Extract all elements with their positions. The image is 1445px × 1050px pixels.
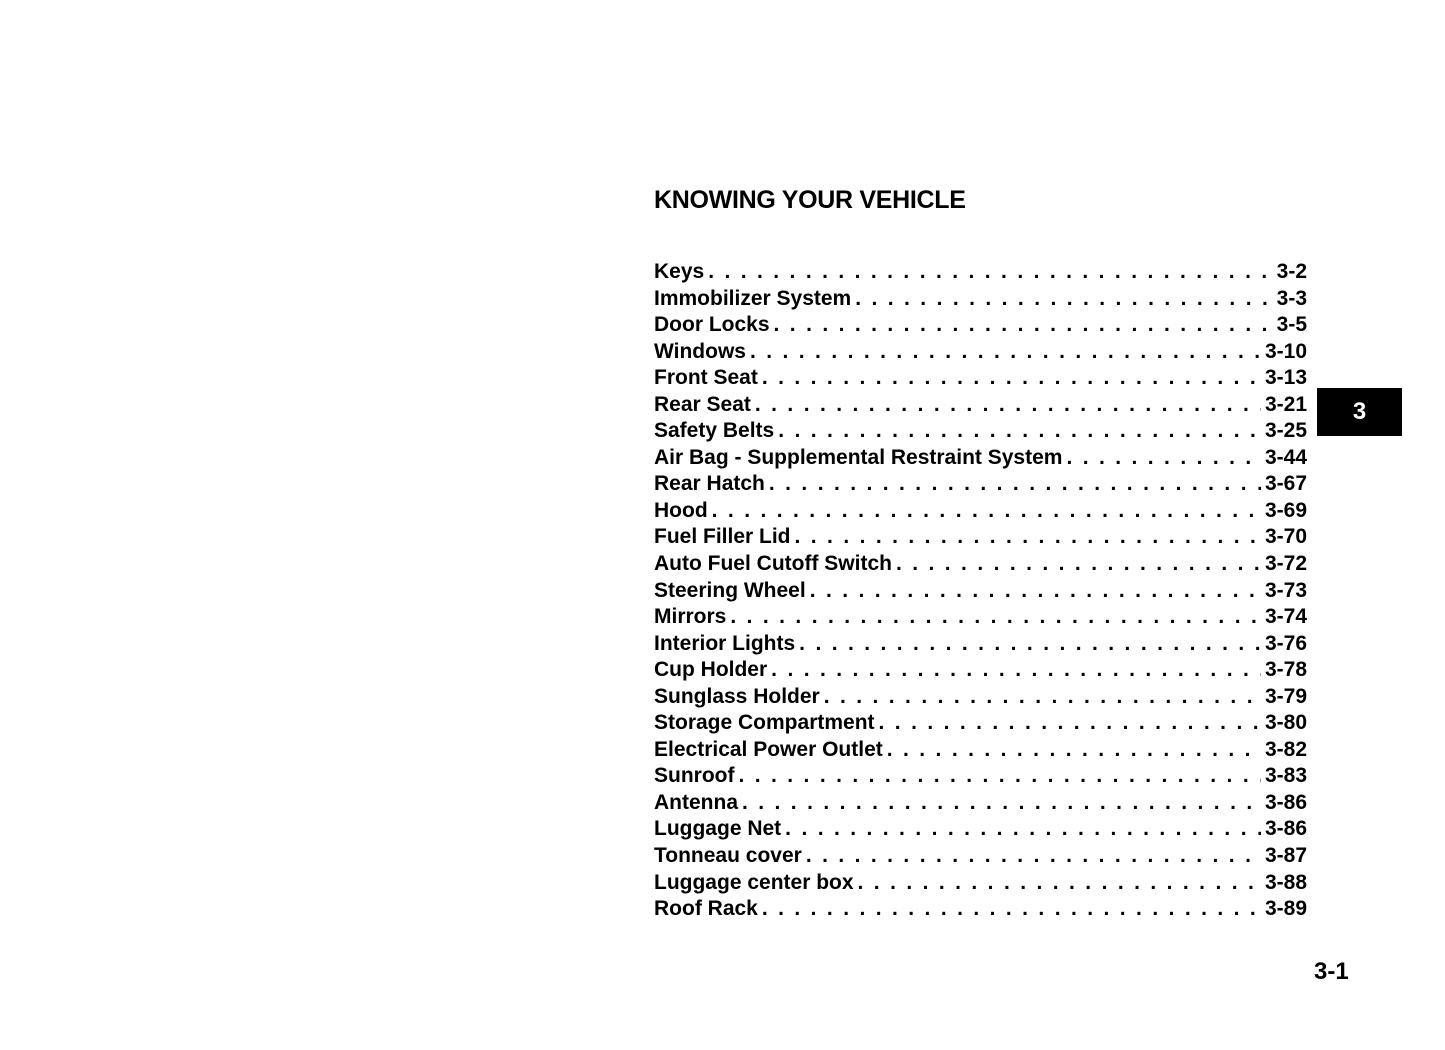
toc-entry-page: 3-87 bbox=[1264, 844, 1307, 868]
toc-dot-leader bbox=[712, 498, 1261, 525]
toc-dot-leader bbox=[879, 710, 1261, 737]
chapter-tab[interactable] bbox=[1317, 388, 1402, 436]
toc-dot-leader bbox=[755, 392, 1261, 419]
toc-entry-page: 3-70 bbox=[1264, 525, 1307, 549]
toc-entry-rear-seat[interactable] bbox=[654, 392, 1307, 419]
toc-entry-page: 3-25 bbox=[1264, 419, 1307, 443]
toc-dot-leader bbox=[730, 604, 1261, 631]
toc-entry-fuel-filler-lid[interactable] bbox=[654, 524, 1307, 551]
toc-entry-label: Door Locks bbox=[654, 313, 770, 337]
toc-dot-leader bbox=[799, 631, 1261, 658]
toc-entry-label: Rear Hatch bbox=[654, 472, 765, 496]
toc-dot-leader bbox=[708, 259, 1272, 286]
toc-entry-page: 3-76 bbox=[1264, 631, 1307, 655]
toc-dot-leader bbox=[738, 763, 1260, 790]
toc-entry-keys[interactable] bbox=[654, 259, 1307, 286]
toc-entry-label: Rear Seat bbox=[654, 392, 751, 416]
toc-entry-hood[interactable] bbox=[654, 498, 1307, 525]
toc-entry-front-seat[interactable] bbox=[654, 365, 1307, 392]
toc-dot-leader bbox=[1066, 445, 1261, 472]
toc-entry-page: 3-78 bbox=[1264, 658, 1307, 682]
toc-dot-leader bbox=[769, 471, 1261, 498]
toc-entry-label: Steering Wheel bbox=[654, 578, 806, 602]
toc-entry-sunglass-holder[interactable] bbox=[654, 684, 1307, 711]
toc-entry-page: 3-69 bbox=[1264, 498, 1307, 522]
table-of-contents bbox=[654, 259, 1307, 923]
toc-entry-windows[interactable] bbox=[654, 339, 1307, 366]
toc-entry-label: Immobilizer System bbox=[654, 286, 852, 310]
toc-dot-leader bbox=[778, 418, 1261, 445]
toc-entry-page: 3-2 bbox=[1276, 260, 1307, 283]
toc-entry-page: 3-10 bbox=[1264, 339, 1307, 363]
toc-entry-auto-fuel-cutoff-switch[interactable] bbox=[654, 551, 1307, 578]
toc-entry-page: 3-86 bbox=[1264, 817, 1307, 841]
toc-dot-leader bbox=[896, 551, 1261, 578]
toc-dot-leader bbox=[785, 816, 1261, 843]
toc-entry-label: Luggage center box bbox=[654, 870, 854, 894]
toc-entry-label: Storage Compartment bbox=[654, 711, 875, 735]
toc-entry-page: 3-88 bbox=[1264, 870, 1307, 894]
toc-entry-page: 3-5 bbox=[1276, 313, 1307, 337]
toc-entry-label: Roof Rack bbox=[654, 897, 758, 921]
toc-entry-page: 3-79 bbox=[1264, 684, 1307, 708]
toc-entry-label: Keys bbox=[654, 260, 705, 283]
toc-entry-label: Sunroof bbox=[654, 764, 735, 788]
toc-entry-steering-wheel[interactable] bbox=[654, 578, 1307, 605]
toc-entry-label: Fuel Filler Lid bbox=[654, 525, 791, 549]
toc-entry-cup-holder[interactable] bbox=[654, 657, 1307, 684]
toc-entry-label: Safety Belts bbox=[654, 419, 775, 443]
toc-entry-luggage-net[interactable] bbox=[654, 816, 1307, 843]
toc-entry-page: 3-86 bbox=[1264, 790, 1307, 814]
toc-entry-mirrors[interactable] bbox=[654, 604, 1307, 631]
toc-entry-page: 3-3 bbox=[1276, 286, 1307, 310]
page-number: 3-1 bbox=[1314, 958, 1349, 985]
toc-entry-interior-lights[interactable] bbox=[654, 631, 1307, 658]
toc-entry-label: Electrical Power Outlet bbox=[654, 737, 883, 761]
toc-entry-label: Antenna bbox=[654, 790, 738, 814]
toc-entry-page: 3-82 bbox=[1264, 737, 1307, 761]
toc-entry-label: Mirrors bbox=[654, 605, 727, 629]
toc-entry-electrical-power-outlet[interactable] bbox=[654, 737, 1307, 764]
toc-entry-tonneau-cover[interactable] bbox=[654, 843, 1307, 870]
toc-entry-safety-belts[interactable] bbox=[654, 418, 1307, 445]
toc-entry-page: 3-13 bbox=[1264, 366, 1307, 390]
toc-entry-air-bag[interactable] bbox=[654, 445, 1307, 472]
toc-dot-leader bbox=[810, 578, 1261, 605]
toc-dot-leader bbox=[824, 684, 1261, 711]
toc-entry-page: 3-21 bbox=[1264, 392, 1307, 416]
toc-entry-storage-compartment[interactable] bbox=[654, 710, 1307, 737]
toc-dot-leader bbox=[742, 790, 1261, 817]
toc-entry-luggage-center-box[interactable] bbox=[654, 870, 1307, 897]
toc-entry-page: 3-44 bbox=[1264, 445, 1307, 469]
toc-dot-leader bbox=[750, 339, 1261, 366]
toc-entry-label: Hood bbox=[654, 498, 708, 522]
toc-entry-page: 3-67 bbox=[1264, 472, 1307, 496]
toc-entry-page: 3-83 bbox=[1264, 764, 1307, 788]
toc-entry-label: Sunglass Holder bbox=[654, 684, 820, 708]
toc-entry-door-locks[interactable] bbox=[654, 312, 1307, 339]
toc-dot-leader bbox=[771, 657, 1261, 684]
toc-dot-leader bbox=[795, 524, 1261, 551]
toc-entry-page: 3-74 bbox=[1264, 605, 1307, 629]
toc-entry-roof-rack[interactable] bbox=[654, 896, 1307, 923]
toc-dot-leader bbox=[855, 286, 1272, 313]
page-title: KNOWING YOUR VEHICLE bbox=[654, 186, 966, 214]
toc-entry-antenna[interactable] bbox=[654, 790, 1307, 817]
toc-dot-leader bbox=[762, 365, 1261, 392]
toc-dot-leader bbox=[774, 312, 1273, 339]
toc-entry-page: 3-89 bbox=[1264, 897, 1307, 921]
toc-entry-page: 3-80 bbox=[1264, 711, 1307, 735]
toc-entry-rear-hatch[interactable] bbox=[654, 471, 1307, 498]
toc-entry-label: Windows bbox=[654, 339, 746, 363]
toc-dot-leader bbox=[887, 737, 1261, 764]
toc-entry-page: 3-73 bbox=[1264, 578, 1307, 602]
toc-entry-immobilizer-system[interactable] bbox=[654, 286, 1307, 313]
toc-dot-leader bbox=[806, 843, 1261, 870]
toc-dot-leader bbox=[858, 870, 1261, 897]
toc-entry-sunroof[interactable] bbox=[654, 763, 1307, 790]
toc-entry-label: Front Seat bbox=[654, 366, 758, 390]
toc-dot-leader bbox=[762, 896, 1261, 923]
chapter-tab-number: 3 bbox=[1352, 398, 1367, 425]
toc-entry-label: Auto Fuel Cutoff Switch bbox=[654, 552, 892, 576]
toc-entry-label: Air Bag - Supplemental Restraint System bbox=[654, 445, 1063, 469]
toc-entry-page: 3-72 bbox=[1264, 552, 1307, 576]
toc-entry-label: Interior Lights bbox=[654, 631, 796, 655]
toc-entry-label: Cup Holder bbox=[654, 658, 768, 682]
toc-entry-label: Tonneau cover bbox=[654, 844, 802, 868]
toc-entry-label: Luggage Net bbox=[654, 817, 782, 841]
